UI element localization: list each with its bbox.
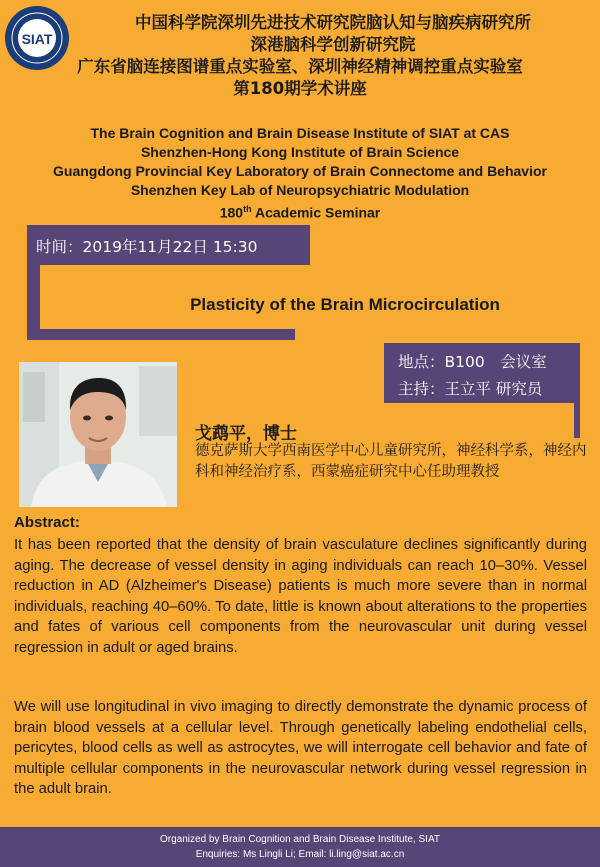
speaker-name: 戈鹉平，博士 — [195, 424, 297, 444]
footer-enquiries: Enquiries: Ms Lingli Li; Email: li.ling@siat.ac.cn — [195, 849, 405, 860]
header-en-line-5 — [0, 200, 600, 223]
header-english — [0, 124, 600, 223]
frame-bottom-edge — [27, 329, 295, 340]
header-en-line-3: Guangdong Provincial Key Laboratory of Brain Connectome and Behavior — [53, 163, 547, 179]
seminar-ordinal: th — [243, 204, 252, 214]
header-cn-line-3: 广东省脑连接图谱重点实验室、深圳神经精神调控重点实验室 — [77, 57, 523, 76]
header-cn-line-2: 深港脑科学创新研究院 — [250, 35, 416, 54]
abstract-paragraph-1: It has been reported that the density of brain vasculature declines significantly during aging. The decrease of vessel density in aging individuals can reach 10–30%. Vessel reduction in AD (Alzheimer's Disease) patients is much more severe than in normal individuals, reaching 40–60%. To date, little is known about alterations to the properties and fates of various cell components from the neurovascular unit during vessel regression in adult or aged brains. — [14, 537, 587, 656]
logo-text: SIAT — [21, 31, 53, 47]
abstract-paragraph-2: We will use longitudinal in vivo imaging to directly demonstrate the dynamic process of brain blood vessels at a cellular level. Through genetically labeling endothelial cells, pericytes, blood cells as well as astrocytes, we will interrogate cell behavior and fate of multiple cellular components in the neurovascular network during vessel regression in the adult brain. — [14, 699, 587, 797]
seminar-number: 180 — [219, 204, 244, 221]
header-cn-line-4: 第180期学术讲座 — [233, 79, 367, 98]
footer — [0, 827, 600, 867]
header-chinese — [66, 12, 600, 100]
venue-box — [384, 343, 580, 403]
footer-organizer: Organized by Brain Cognition and Brain Disease Institute, SIAT — [160, 834, 440, 845]
speaker-photo — [19, 362, 177, 507]
speaker-affiliation: 德克萨斯大学西南医学中心儿童研究所，神经科学系，神经内科和神经治疗系，西蒙癌症研究中心任助理教授 — [195, 443, 587, 480]
time-bar — [27, 225, 310, 265]
header-en-line-1: The Brain Cognition and Brain Disease Institute of SIAT at CAS — [90, 125, 510, 141]
seminar-label: Academic Seminar — [251, 204, 381, 221]
event-time: 时间：2019年11月22日 15:30 — [36, 238, 258, 256]
talk-title: Plasticity of the Brain Microcirculation — [190, 295, 500, 314]
abstract-heading: Abstract: — [14, 514, 80, 531]
header-en-line-4: Shenzhen Key Lab of Neuropsychiatric Modulation — [130, 182, 470, 198]
header-en-line-2: Shenzhen-Hong Kong Institute of Brain Science — [140, 144, 460, 160]
event-host: 主持：王立平 研究员 — [398, 380, 543, 398]
header-cn-line-1: 中国科学院深圳先进技术研究院脑认知与脑疾病研究所 — [135, 13, 531, 32]
event-venue: 地点：B100 会议室 — [398, 353, 547, 371]
frame-right-edge — [574, 403, 580, 438]
